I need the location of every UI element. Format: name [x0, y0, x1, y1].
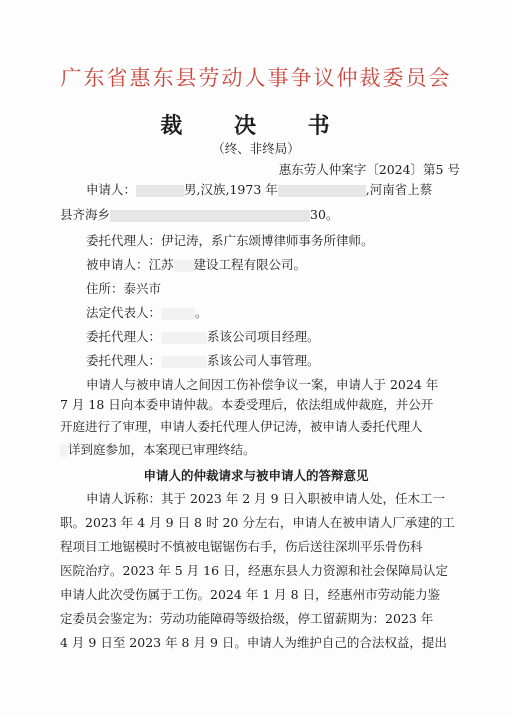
redaction [161, 308, 195, 320]
document-title: 裁 决 书 [160, 113, 352, 139]
redaction [174, 260, 194, 272]
respondent-label: 被申请人：江苏 [86, 257, 174, 272]
applicant-origin: ,河南省上蔡 [365, 182, 433, 197]
claim-line: 职。2023 年 4 月 9 日 8 时 20 分左右，申请人在被申请人厂承建的工 [60, 515, 455, 530]
applicant-id-tail: 30。 [310, 207, 339, 222]
legal-representative-line [86, 304, 208, 321]
procedure-line: 7 月 18 日向本委申请仲裁。本委受理后，依法组成仲裁庭，并公开 [60, 397, 434, 412]
redaction [161, 332, 207, 344]
claim-line: 申请人诉称：其于 2023 年 2 月 9 日入职被申请人处，任木工一 [86, 491, 446, 506]
procedure-text: 详到庭参加，本案现已审理终结。 [68, 442, 256, 457]
procedure-line: 申请人与被申请人之间因工伤补偿争议一案，申请人于 2024 年 [86, 377, 439, 392]
case-number: 惠东劳人仲案字〔2024〕第5 号 [278, 162, 460, 177]
legal-rep-label: 法定代表人： [86, 305, 162, 320]
applicant-line-2 [60, 206, 338, 223]
applicant-info: 男,汉族,1973 年 [184, 182, 278, 197]
respondent-name: 建设工程有限公司。 [193, 257, 307, 272]
applicant-line [86, 181, 432, 198]
redaction [110, 210, 310, 222]
applicant-label: 申请人： [86, 182, 137, 197]
claim-line: 定委员会鉴定为：劳动功能障碍等级拾级，停工留薪期为：2023 年 [60, 611, 434, 626]
applicant-agent: 委托代理人：伊记涛，系广东颂博律师事务所律师。 [86, 233, 374, 248]
legal-rep-end: 。 [195, 305, 208, 320]
procedure-line: 开庭进行了审理，申请人委托代理人伊记涛，被申请人委托代理人 [60, 419, 423, 434]
redaction [161, 356, 207, 368]
claim-line: 4 月 9 日至 2023 年 8 月 9 日。申请人为维护自己的合法权益，提出 [60, 635, 447, 650]
agent-label: 委托代理人： [86, 353, 162, 368]
section-heading: 申请人的仲裁请求与被申请人的答辩意见 [143, 468, 369, 483]
redaction [60, 445, 68, 457]
document-subtitle: （终、非终局） [212, 141, 300, 156]
respondent-agent-2 [86, 352, 320, 369]
agent-role: 系该公司项目经理。 [207, 329, 320, 344]
applicant-address: 县齐海乡 [60, 207, 111, 222]
redaction [278, 185, 366, 197]
agent-role: 系该公司人事管理。 [207, 353, 320, 368]
agent-label: 委托代理人： [86, 329, 162, 344]
respondent-agent-1 [86, 328, 320, 345]
procedure-line [60, 441, 256, 458]
claim-line: 程项目工地锯模时不慎被电锯锯伤右手，伤后送往深圳平乐骨伤科 [60, 539, 423, 554]
claim-line: 申请人此次受伤属于工伤。2024 年 1 月 8 日，经惠州市劳动能力鉴 [60, 587, 441, 602]
claim-line: 医院治疗。2023 年 5 月 16 日，经惠东县人力资源和社会保障局认定 [60, 563, 449, 578]
respondent-address: 住所：泰兴市 [86, 281, 162, 296]
respondent-line [86, 256, 306, 273]
agency-header: 广东省惠东县劳动人事争议仲裁委员会 [60, 66, 452, 90]
redaction [136, 185, 184, 197]
